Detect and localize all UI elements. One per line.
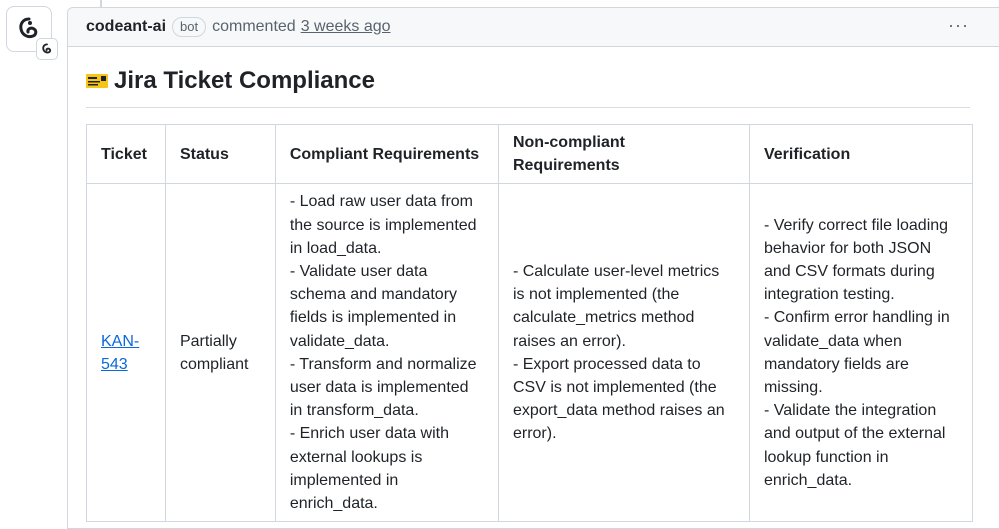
more-options-button[interactable]: ··· bbox=[948, 15, 969, 35]
comment-action: commented bbox=[212, 18, 296, 35]
codeant-small-icon bbox=[41, 43, 53, 55]
header-noncompliant: Non-compliant Requirements bbox=[498, 125, 749, 184]
comment-author[interactable]: codeant-ai bbox=[86, 18, 167, 35]
header-status: Status bbox=[165, 125, 275, 184]
page-title: Jira Ticket Compliance bbox=[114, 67, 375, 94]
bot-avatar-badge bbox=[36, 38, 58, 60]
status-cell: Partially compliant bbox=[165, 184, 275, 522]
comment-header bbox=[68, 8, 999, 47]
comment-timestamp[interactable]: 3 weeks ago bbox=[300, 18, 391, 35]
comment-body bbox=[68, 67, 999, 522]
section-heading bbox=[86, 67, 970, 108]
header-verification: Verification bbox=[749, 125, 972, 184]
jira-ticket-icon bbox=[86, 74, 108, 88]
table-row bbox=[87, 184, 973, 522]
comment-box bbox=[67, 7, 999, 529]
verification-cell: - Verify correct file loading behavior for both JSON and CSV formats during integration testing. - Confirm error handling in validate_data when mandatory fields are missing. - Validate the integration and output of the external lookup function in enrich_data. bbox=[749, 184, 972, 522]
noncompliant-cell: - Calculate user-level metrics is not implemented (the calculate_metrics method raises an error). - Export processed data to CSV is not implemented (the export_data method raises an error). bbox=[498, 184, 749, 522]
table-header-row bbox=[87, 125, 973, 184]
bot-badge: bot bbox=[172, 17, 206, 37]
compliant-cell: - Load raw user data from the source is implemented in load_data. - Validate user data schema and mandatory fields is implemented in validate_data. - Transform and normalize user data is implemented in transform_data. - Enrich user data with external lookups is implemented in enrich_data. bbox=[275, 184, 498, 522]
ticket-cell bbox=[87, 184, 166, 522]
header-ticket: Ticket bbox=[87, 125, 166, 184]
ticket-link[interactable]: KAN- 543 bbox=[101, 332, 140, 373]
avatar-group[interactable] bbox=[6, 6, 58, 58]
compliance-table bbox=[86, 124, 973, 522]
header-compliant: Compliant Requirements bbox=[275, 125, 498, 184]
